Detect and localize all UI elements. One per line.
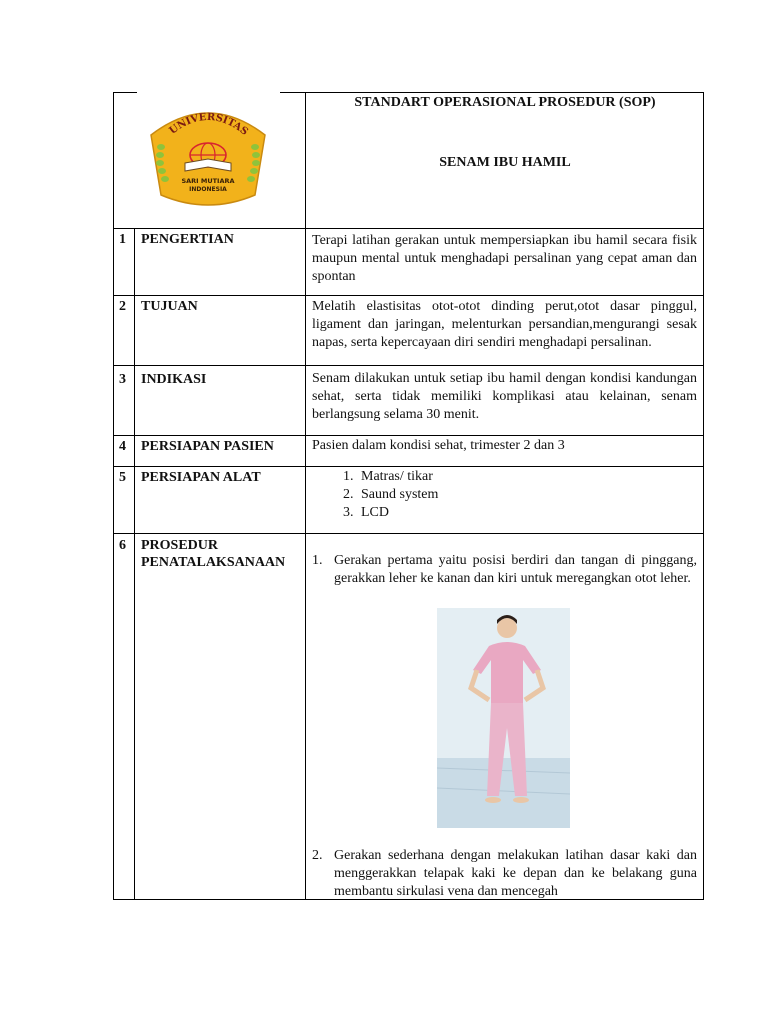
procedure-step	[312, 847, 697, 901]
logo-bottom-text-1: SARI MUTIARA	[181, 177, 235, 185]
row-label-indikasi: INDIKASI	[141, 372, 207, 387]
row-number: 4	[119, 439, 126, 454]
step-text: Gerakan sederhana dengan melakukan latihan dasar kaki dan menggerakkan telapak kaki ke depan dan ke belakang guna membantu sirkulasi vena dan mencegah	[334, 848, 697, 899]
university-logo	[143, 97, 273, 215]
exercise-photo	[437, 608, 570, 828]
document-subtitle: SENAM IBU HAMIL	[439, 155, 571, 170]
logo-arc-text: UNIVERSITAS	[167, 111, 250, 138]
row-number: 6	[119, 538, 126, 553]
step-number: 1.	[312, 553, 323, 568]
row-number: 2	[119, 299, 126, 314]
step-text: Gerakan pertama yaitu posisi berdiri dan tangan di pinggang, gerakkan leher ke kanan dan kiri untuk meregangkan otot leher.	[334, 553, 697, 586]
row-text-tujuan: Melatih elastisitas otot-otot dinding perut,otot dasar pinggul, ligament dan jaringan, melenturkan persandian,mengurangi sesak napas, serta kepercayaan diri sendiri menghadapi persalinan.	[312, 299, 697, 350]
row-number: 5	[119, 470, 126, 485]
list-item: 1. Matras/ tikar	[357, 468, 438, 486]
document-title: STANDART OPERASIONAL PROSEDUR (SOP)	[354, 95, 656, 110]
procedure-step	[312, 552, 697, 612]
row-number: 1	[119, 232, 126, 247]
step-number: 2.	[312, 848, 323, 863]
list-item: 2. Saund system	[357, 486, 438, 504]
list-item: 3. LCD	[357, 504, 438, 522]
row-label-penatalaksanaan: PENATALAKSANAAN	[141, 555, 286, 570]
equipment-list	[335, 468, 438, 522]
row-text-pengertian: Terapi latihan gerakan untuk mempersiapkan ibu hamil secara fisik maupun mental untuk menghadapi persalinan yang cepat aman dan spontan	[312, 233, 697, 284]
row-label-tujuan: TUJUAN	[141, 299, 198, 314]
row-label-pengertian: PENGERTIAN	[141, 232, 234, 247]
row-label-prosedur: PROSEDUR	[141, 538, 219, 553]
row-text-indikasi: Senam dilakukan untuk setiap ibu hamil dengan kondisi kandungan sehat, serta tidak memiliki komplikasi atau kelainan, senam berlangsung selama 30 menit.	[312, 371, 697, 422]
row-number: 3	[119, 372, 126, 387]
row-label-persiapan-pasien: PERSIAPAN PASIEN	[141, 439, 274, 454]
row-label-persiapan-alat: PERSIAPAN ALAT	[141, 470, 261, 485]
row-text-persiapan-pasien: Pasien dalam kondisi sehat, trimester 2 dan 3	[312, 438, 565, 453]
logo-bottom-text-2: INDONESIA	[189, 186, 227, 193]
